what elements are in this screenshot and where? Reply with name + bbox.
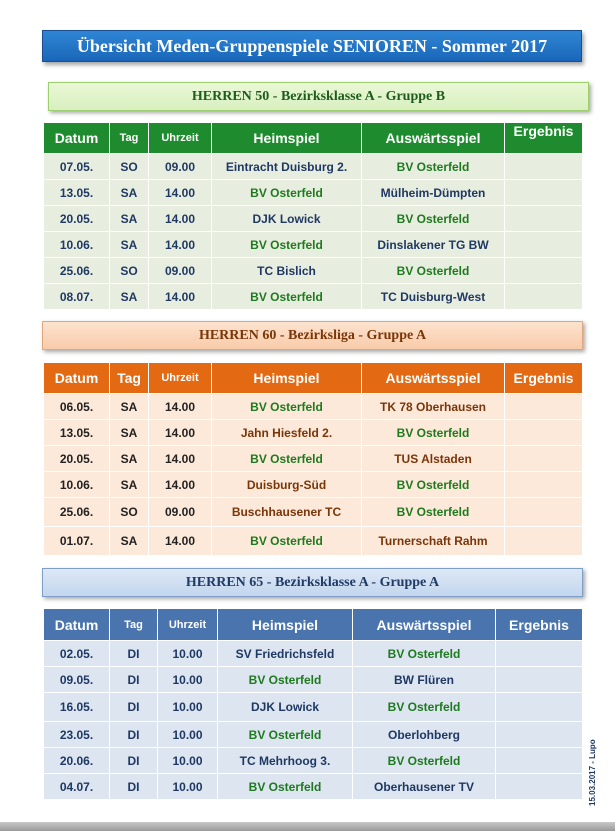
cell-ergebnis bbox=[496, 693, 583, 722]
col-header-datum: Datum bbox=[44, 123, 110, 154]
col-header-tag: Tag bbox=[110, 363, 149, 394]
cell-ergebnis bbox=[505, 527, 583, 556]
table-header-row bbox=[44, 123, 583, 154]
cell-uhrzeit: 09.00 bbox=[149, 258, 212, 284]
cell-ergebnis bbox=[496, 667, 583, 693]
cell-auswaertsspiel: Dinslakener TG BW bbox=[362, 232, 505, 258]
cell-auswaertsspiel: BV Osterfeld bbox=[362, 420, 505, 446]
cell-ergebnis bbox=[505, 446, 583, 472]
cell-heimspiel: TC Bislich bbox=[212, 258, 362, 284]
col-header-tag: Tag bbox=[110, 609, 158, 641]
cell-heimspiel: DJK Lowick bbox=[212, 206, 362, 232]
cell-datum: 08.07. bbox=[44, 284, 110, 310]
schedule-table-herren-65 bbox=[43, 608, 583, 800]
cell-heimspiel: DJK Lowick bbox=[218, 693, 353, 722]
cell-datum: 07.05. bbox=[44, 154, 110, 180]
cell-datum: 04.07. bbox=[44, 774, 110, 800]
col-header-heimspiel: Heimspiel bbox=[218, 609, 353, 641]
cell-datum: 13.05. bbox=[44, 180, 110, 206]
cell-datum: 02.05. bbox=[44, 641, 110, 667]
page-title: Übersicht Meden-Gruppenspiele SENIOREN - Sommer 2017 bbox=[42, 30, 582, 62]
col-header-uhrzeit: Uhrzeit bbox=[158, 609, 218, 641]
cell-heimspiel: BV Osterfeld bbox=[212, 284, 362, 310]
cell-heimspiel: BV Osterfeld bbox=[212, 446, 362, 472]
table-row bbox=[44, 748, 583, 774]
col-header-auswaertsspiel: Auswärtsspiel bbox=[362, 123, 505, 154]
cell-heimspiel: BV Osterfeld bbox=[218, 774, 353, 800]
cell-uhrzeit: 09.00 bbox=[149, 498, 212, 527]
cell-datum: 20.05. bbox=[44, 446, 110, 472]
col-header-tag: Tag bbox=[110, 123, 149, 154]
section-heading-herren-50: HERREN 50 - Bezirksklasse A - Gruppe B bbox=[48, 82, 589, 111]
cell-ergebnis bbox=[505, 232, 583, 258]
schedule-table-herren-60 bbox=[43, 362, 583, 556]
cell-ergebnis bbox=[505, 394, 583, 420]
cell-tag: DI bbox=[110, 641, 158, 667]
cell-datum: 23.05. bbox=[44, 722, 110, 748]
cell-uhrzeit: 14.00 bbox=[149, 472, 212, 498]
cell-uhrzeit: 14.00 bbox=[149, 232, 212, 258]
table-row bbox=[44, 154, 583, 180]
cell-heimspiel: BV Osterfeld bbox=[218, 667, 353, 693]
schedule-table-herren-50 bbox=[43, 122, 583, 310]
cell-tag: SA bbox=[110, 232, 149, 258]
col-header-uhrzeit: Uhrzeit bbox=[149, 123, 212, 154]
cell-uhrzeit: 14.00 bbox=[149, 394, 212, 420]
cell-auswaertsspiel: TUS Alstaden bbox=[362, 446, 505, 472]
cell-uhrzeit: 10.00 bbox=[158, 722, 218, 748]
table-row bbox=[44, 472, 583, 498]
cell-tag: DI bbox=[110, 693, 158, 722]
col-header-ergebnis: Ergebnis bbox=[505, 123, 583, 154]
col-header-ergebnis: Ergebnis bbox=[496, 609, 583, 641]
table-header-row bbox=[44, 609, 583, 641]
table-row bbox=[44, 232, 583, 258]
cell-auswaertsspiel: Turnerschaft Rahm bbox=[362, 527, 505, 556]
cell-heimspiel: Jahn Hiesfeld 2. bbox=[212, 420, 362, 446]
cell-auswaertsspiel: Mülheim-Dümpten bbox=[362, 180, 505, 206]
cell-tag: DI bbox=[110, 667, 158, 693]
cell-auswaertsspiel: BV Osterfeld bbox=[353, 641, 496, 667]
cell-auswaertsspiel: Oberhausener TV bbox=[353, 774, 496, 800]
cell-uhrzeit: 14.00 bbox=[149, 180, 212, 206]
col-header-datum: Datum bbox=[44, 609, 110, 641]
table-row bbox=[44, 641, 583, 667]
table-row bbox=[44, 284, 583, 310]
table-row bbox=[44, 420, 583, 446]
cell-tag: DI bbox=[110, 774, 158, 800]
cell-uhrzeit: 14.00 bbox=[149, 206, 212, 232]
cell-heimspiel: Duisburg-Süd bbox=[212, 472, 362, 498]
col-header-auswaertsspiel: Auswärtsspiel bbox=[353, 609, 496, 641]
cell-datum: 10.06. bbox=[44, 472, 110, 498]
table-row bbox=[44, 527, 583, 556]
col-header-heimspiel: Heimspiel bbox=[212, 363, 362, 394]
cell-datum: 16.05. bbox=[44, 693, 110, 722]
table-header-row bbox=[44, 363, 583, 394]
cell-heimspiel: BV Osterfeld bbox=[212, 232, 362, 258]
date-author-note: 15.03.2017 - Lupo bbox=[588, 739, 597, 806]
cell-uhrzeit: 10.00 bbox=[158, 748, 218, 774]
col-header-heimspiel: Heimspiel bbox=[212, 123, 362, 154]
cell-datum: 20.05. bbox=[44, 206, 110, 232]
table-row bbox=[44, 498, 583, 527]
cell-auswaertsspiel: BV Osterfeld bbox=[353, 748, 496, 774]
cell-auswaertsspiel: BV Osterfeld bbox=[362, 258, 505, 284]
cell-tag: SA bbox=[110, 420, 149, 446]
cell-uhrzeit: 10.00 bbox=[158, 667, 218, 693]
cell-datum: 25.06. bbox=[44, 498, 110, 527]
cell-heimspiel: TC Mehrhoog 3. bbox=[218, 748, 353, 774]
col-header-ergebnis: Ergebnis bbox=[505, 363, 583, 394]
cell-ergebnis bbox=[496, 722, 583, 748]
cell-heimspiel: BV Osterfeld bbox=[212, 394, 362, 420]
cell-auswaertsspiel: BV Osterfeld bbox=[362, 472, 505, 498]
cell-auswaertsspiel: BV Osterfeld bbox=[362, 154, 505, 180]
table-row bbox=[44, 446, 583, 472]
cell-ergebnis bbox=[496, 774, 583, 800]
cell-auswaertsspiel: BW Flüren bbox=[353, 667, 496, 693]
cell-ergebnis bbox=[496, 748, 583, 774]
cell-heimspiel: SV Friedrichsfeld bbox=[218, 641, 353, 667]
cell-heimspiel: BV Osterfeld bbox=[218, 722, 353, 748]
cell-ergebnis bbox=[505, 420, 583, 446]
cell-uhrzeit: 14.00 bbox=[149, 420, 212, 446]
cell-datum: 10.06. bbox=[44, 232, 110, 258]
cell-tag: SO bbox=[110, 258, 149, 284]
cell-datum: 06.05. bbox=[44, 394, 110, 420]
table-row bbox=[44, 722, 583, 748]
col-header-auswaertsspiel: Auswärtsspiel bbox=[362, 363, 505, 394]
cell-uhrzeit: 10.00 bbox=[158, 641, 218, 667]
cell-uhrzeit: 14.00 bbox=[149, 446, 212, 472]
section-heading-herren-60: HERREN 60 - Bezirksliga - Gruppe A bbox=[42, 321, 583, 350]
table-row bbox=[44, 258, 583, 284]
cell-auswaertsspiel: TK 78 Oberhausen bbox=[362, 394, 505, 420]
col-header-uhrzeit: Uhrzeit bbox=[149, 363, 212, 394]
cell-heimspiel: Eintracht Duisburg 2. bbox=[212, 154, 362, 180]
cell-ergebnis bbox=[505, 206, 583, 232]
table-row bbox=[44, 667, 583, 693]
cell-ergebnis bbox=[505, 180, 583, 206]
cell-uhrzeit: 09.00 bbox=[149, 154, 212, 180]
footer-bar bbox=[0, 822, 615, 831]
cell-uhrzeit: 14.00 bbox=[149, 527, 212, 556]
cell-datum: 01.07. bbox=[44, 527, 110, 556]
cell-datum: 20.06. bbox=[44, 748, 110, 774]
cell-heimspiel: BV Osterfeld bbox=[212, 180, 362, 206]
cell-ergebnis bbox=[496, 641, 583, 667]
cell-tag: SO bbox=[110, 154, 149, 180]
cell-tag: DI bbox=[110, 722, 158, 748]
table-row bbox=[44, 693, 583, 722]
cell-auswaertsspiel: BV Osterfeld bbox=[362, 206, 505, 232]
cell-tag: SA bbox=[110, 446, 149, 472]
cell-ergebnis bbox=[505, 258, 583, 284]
cell-tag: SA bbox=[110, 394, 149, 420]
cell-heimspiel: Buschhausener TC bbox=[212, 498, 362, 527]
table-row bbox=[44, 394, 583, 420]
cell-tag: SA bbox=[110, 180, 149, 206]
cell-tag: SO bbox=[110, 498, 149, 527]
cell-tag: DI bbox=[110, 748, 158, 774]
table-row bbox=[44, 774, 583, 800]
cell-ergebnis bbox=[505, 498, 583, 527]
cell-ergebnis bbox=[505, 154, 583, 180]
cell-datum: 25.06. bbox=[44, 258, 110, 284]
cell-uhrzeit: 14.00 bbox=[149, 284, 212, 310]
cell-datum: 09.05. bbox=[44, 667, 110, 693]
cell-uhrzeit: 10.00 bbox=[158, 693, 218, 722]
cell-tag: SA bbox=[110, 284, 149, 310]
cell-tag: SA bbox=[110, 472, 149, 498]
cell-ergebnis bbox=[505, 284, 583, 310]
cell-auswaertsspiel: BV Osterfeld bbox=[353, 693, 496, 722]
cell-auswaertsspiel: TC Duisburg-West bbox=[362, 284, 505, 310]
col-header-datum: Datum bbox=[44, 363, 110, 394]
cell-tag: SA bbox=[110, 527, 149, 556]
cell-datum: 13.05. bbox=[44, 420, 110, 446]
cell-ergebnis bbox=[505, 472, 583, 498]
cell-auswaertsspiel: BV Osterfeld bbox=[362, 498, 505, 527]
table-row bbox=[44, 206, 583, 232]
cell-tag: SA bbox=[110, 206, 149, 232]
table-row bbox=[44, 180, 583, 206]
section-heading-herren-65: HERREN 65 - Bezirksklasse A - Gruppe A bbox=[42, 568, 583, 597]
cell-uhrzeit: 10.00 bbox=[158, 774, 218, 800]
cell-auswaertsspiel: Oberlohberg bbox=[353, 722, 496, 748]
cell-heimspiel: BV Osterfeld bbox=[212, 527, 362, 556]
